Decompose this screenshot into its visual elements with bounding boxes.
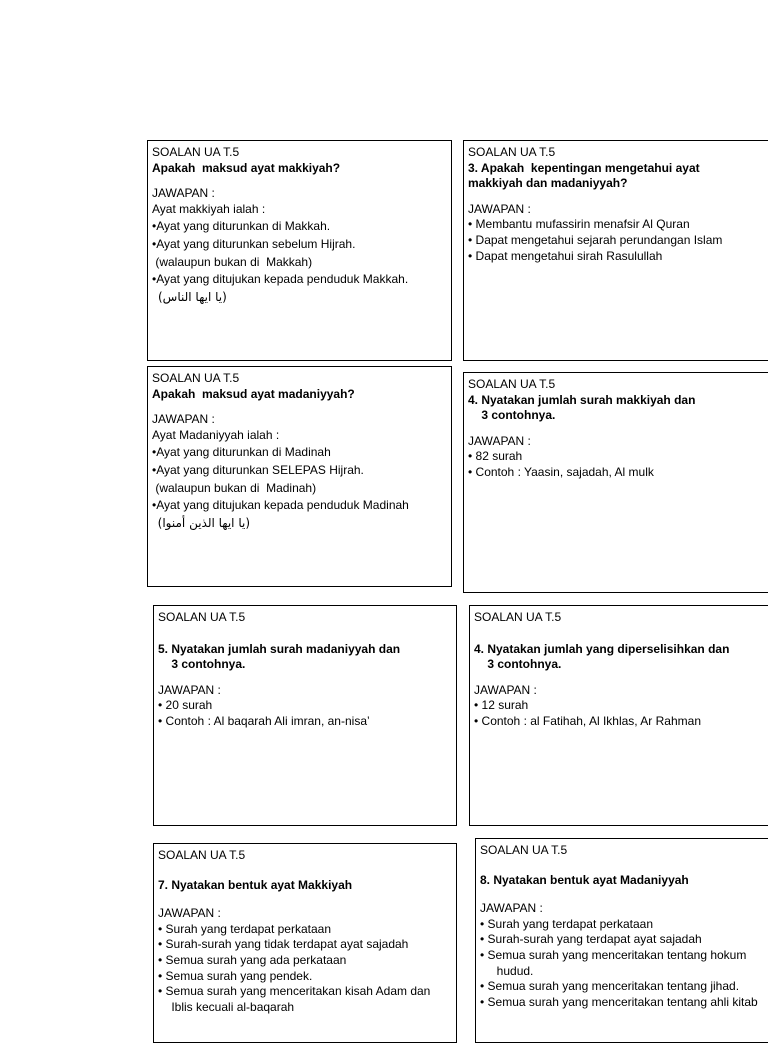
list-item: Iblis kecuali al-baqarah	[158, 999, 295, 1014]
card-importance	[463, 140, 768, 361]
card-madaniyyah-count	[153, 605, 457, 826]
question-line: 8. Nyatakan bentuk ayat Madaniyyah	[480, 872, 689, 887]
list-item: hudud.	[480, 963, 534, 978]
answer-line: •Ayat yang diturunkan di Makkah.	[152, 219, 331, 234]
answer-label: JAWAPAN :	[468, 201, 531, 216]
list-item: • Semua surah yang menceritakan tentang jihad.	[480, 979, 740, 994]
answer-line: Ayat Madaniyyah ialah :	[152, 427, 280, 442]
list-item: • Contoh : al Fatihah, Al Ikhlas, Ar Rahman	[474, 713, 701, 728]
card-makkiyah-meaning	[147, 140, 452, 361]
list-item: • Contoh : Yaasin, sajadah, Al mulk	[468, 464, 654, 479]
list-item: • Semua surah yang pendek.	[158, 968, 313, 983]
question-line: 3. Apakah kepentingan mengetahui ayat	[468, 160, 700, 175]
card-header: SOALAN UA T.5	[468, 145, 556, 159]
answer-list	[158, 922, 452, 1016]
question-line: 3 contohnya.	[474, 657, 562, 672]
list-item: • Semua surah yang menceritakan tentang hokum	[480, 947, 747, 962]
question-line: 3 contohnya.	[158, 657, 246, 672]
question-line: 5. Nyatakan jumlah surah madaniyyah dan	[158, 641, 401, 656]
card-header: SOALAN UA T.5	[158, 848, 246, 862]
question-line: 4. Nyatakan jumlah surah makkiyah dan	[468, 392, 696, 407]
answer-list	[474, 698, 768, 729]
answer-label: JAWAPAN :	[152, 186, 215, 201]
card-disputed-count	[469, 605, 768, 826]
list-item: • Surah-surah yang tidak terdapat ayat sajadah	[158, 937, 409, 952]
list-item: • 12 surah	[474, 698, 529, 713]
arabic-phrase: (يا ايها الناس)	[158, 289, 227, 304]
list-item: • Semua surah yang menceritakan tentang ahli kitab	[480, 994, 758, 1009]
list-item: • 82 surah	[468, 449, 523, 464]
card-header: SOALAN UA T.5	[468, 377, 556, 391]
answer-line: (walaupun bukan di Makkah)	[152, 254, 313, 269]
list-item: • Surah yang terdapat perkataan	[158, 921, 331, 936]
answer-line: •Ayat yang ditujukan kepada penduduk Makkah.	[152, 272, 409, 287]
answer-line: •Ayat yang ditujukan kepada penduduk Madinah	[152, 498, 409, 513]
answer-line: Ayat makkiyah ialah :	[152, 201, 266, 216]
card-madaniyyah-forms	[475, 838, 768, 1043]
list-item: • Semua surah yang ada perkataan	[158, 952, 347, 967]
question-line: 4. Nyatakan jumlah yang diperselisihkan dan	[474, 641, 730, 656]
list-item: • Dapat mengetahui sirah Rasulullah	[468, 248, 663, 263]
list-item: • Surah yang terdapat perkataan	[480, 916, 653, 931]
answer-list	[480, 917, 768, 1011]
card-header: SOALAN UA T.5	[474, 610, 562, 624]
arabic-phrase: (يا ايها الذين أمنوا)	[157, 515, 250, 530]
list-item: • Semua surah yang menceritakan kisah Adam dan	[158, 984, 431, 999]
answer-line: (walaupun bukan di Madinah)	[152, 480, 317, 495]
list-item: • Dapat mengetahui sejarah perundangan Islam	[468, 232, 723, 247]
answer-list	[468, 217, 768, 264]
answer-list	[468, 449, 768, 480]
card-header: SOALAN UA T.5	[480, 843, 568, 857]
card-header: SOALAN UA T.5	[152, 145, 240, 159]
question-line: makkiyah dan madaniyyah?	[468, 176, 628, 191]
answer-label: JAWAPAN :	[474, 682, 537, 697]
card-madaniyyah-meaning	[147, 366, 452, 587]
answer-line: •Ayat yang diturunkan sebelum Hijrah.	[152, 236, 356, 251]
answer-label: JAWAPAN :	[158, 906, 221, 921]
answer-label: JAWAPAN :	[480, 901, 543, 916]
card-header: SOALAN UA T.5	[158, 610, 246, 624]
question-line: Apakah maksud ayat makkiyah?	[152, 160, 341, 175]
card-makkiyah-forms	[153, 843, 457, 1043]
list-item: • 20 surah	[158, 698, 213, 713]
list-item: • Surah-surah yang terdapat ayat sajadah	[480, 932, 702, 947]
question-line: 3 contohnya.	[468, 408, 556, 423]
question-line: 7. Nyatakan bentuk ayat Makkiyah	[158, 877, 353, 892]
answer-line: •Ayat yang diturunkan SELEPAS Hijrah.	[152, 462, 364, 477]
card-makkiyah-count	[463, 372, 768, 593]
answer-label: JAWAPAN :	[152, 412, 215, 427]
question-line: Apakah maksud ayat madaniyyah?	[152, 386, 355, 401]
list-item: • Contoh : Al baqarah Ali imran, an-nisa’	[158, 713, 370, 728]
card-header: SOALAN UA T.5	[152, 371, 240, 385]
answer-list	[158, 698, 452, 729]
answer-label: JAWAPAN :	[468, 433, 531, 448]
answer-label: JAWAPAN :	[158, 682, 221, 697]
answer-line: •Ayat yang diturunkan di Madinah	[152, 445, 331, 460]
list-item: • Membantu mufassirin menafsir Al Quran	[468, 217, 690, 232]
